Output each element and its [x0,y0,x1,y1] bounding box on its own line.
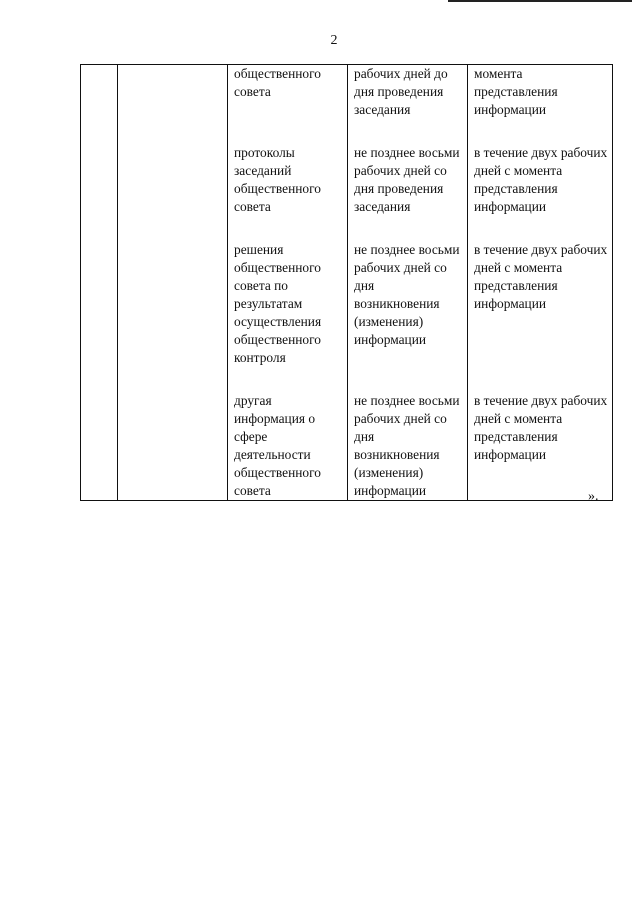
table-row [81,241,613,392]
information-type-cell: общественного совета [228,65,348,145]
category-cell [118,241,228,392]
information-table [80,64,613,501]
information-type-cell: протоколы заседаний общественного совета [228,144,348,241]
placement-deadline-cell: не позднее восьми рабочих дней со дня возникновения (изменения) информации [348,241,468,392]
category-cell [118,65,228,145]
table-row [81,144,613,241]
information-type-cell: другая информация о сфере деятельности общественного совета [228,392,348,501]
update-deadline-cell: в течение двух рабочих дней с момента представления информации [468,392,613,501]
information-type-cell: решения общественного совета по результатам осуществления общественного контроля [228,241,348,392]
update-deadline-cell: момента представления информации [468,65,613,145]
row-number-cell [81,65,118,145]
placement-deadline-cell: рабочих дней до дня проведения заседания [348,65,468,145]
update-deadline-cell: в течение двух рабочих дней с момента представления информации [468,241,613,392]
page-number: 2 [330,33,338,48]
table-row [81,65,613,145]
placement-deadline-cell: не позднее восьми рабочих дней со дня возникновения (изменения) информации [348,392,468,501]
update-deadline-cell: в течение двух рабочих дней с момента представления информации [468,144,613,241]
category-cell [118,392,228,501]
closing-quote-mark: ». [588,489,599,504]
placement-deadline-cell: не позднее восьми рабочих дней со дня проведения заседания [348,144,468,241]
top-rule [448,0,632,2]
row-number-cell [81,392,118,501]
row-number-cell [81,241,118,392]
row-number-cell [81,144,118,241]
category-cell [118,144,228,241]
table-row [81,392,613,501]
